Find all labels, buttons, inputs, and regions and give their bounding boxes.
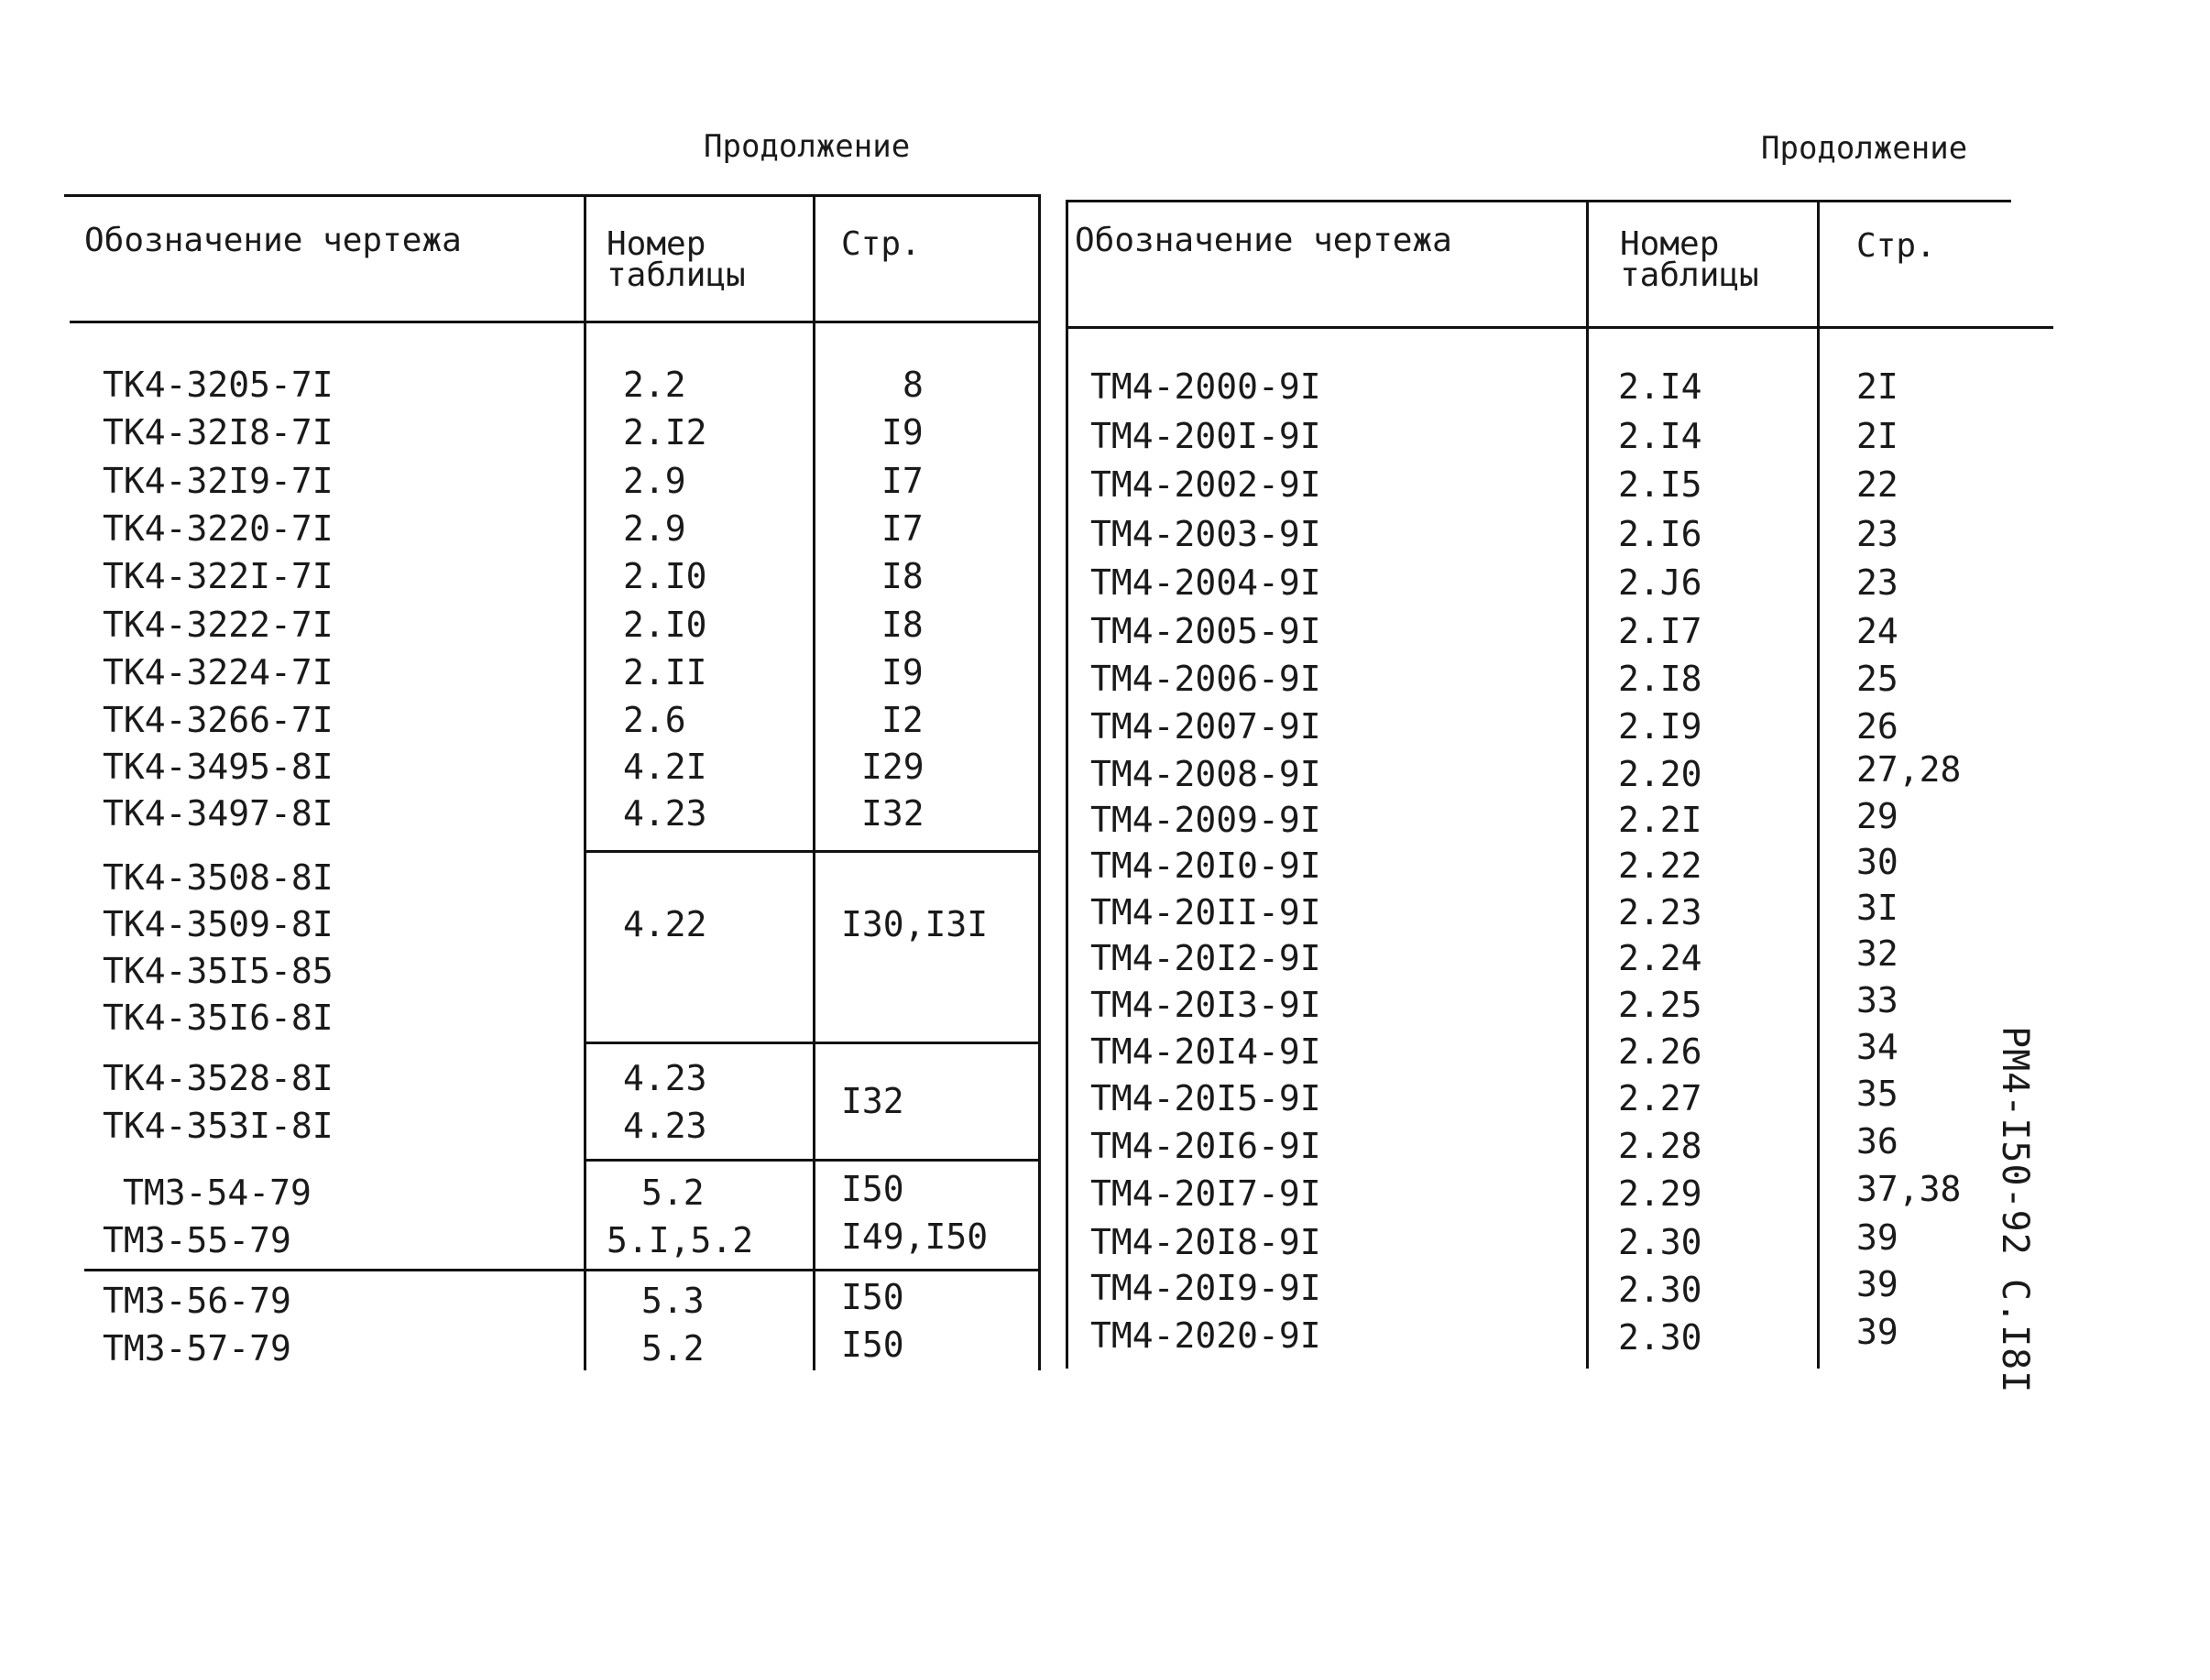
left-row-page: I30,I3I (841, 904, 989, 944)
left-header-table-no-line1: Номер (607, 225, 706, 263)
left-row-page: I8 (881, 605, 924, 645)
left-row-table-no: 4.23 (623, 793, 707, 834)
left-row-table-no: 2.I0 (623, 605, 707, 645)
right-header-page: Стр. (1856, 227, 1936, 265)
right-continuation-label: Продолжение (1761, 130, 1968, 167)
right-row-page: 39 (1856, 1217, 1898, 1258)
right-col-divider-2 (1817, 202, 1820, 1369)
right-row-designation: ТМ4-20I5-9I (1090, 1078, 1321, 1118)
left-row-table-no: 5.I,5.2 (607, 1220, 754, 1260)
right-row-table-no: 2.25 (1618, 985, 1702, 1025)
right-row-page: 25 (1856, 659, 1898, 699)
left-row-page: I29 (861, 747, 924, 787)
right-row-page: 30 (1856, 842, 1898, 882)
left-row-table-no: 2.I0 (623, 556, 707, 596)
left-row-designation: ТК4-35I5-85 (103, 951, 334, 991)
left-row-page: I49,I50 (841, 1216, 989, 1257)
right-row-table-no: 2.27 (1618, 1078, 1702, 1118)
right-header-table-no-line1: Номер (1620, 225, 1720, 263)
right-row-designation: ТМ4-20I2-9I (1090, 938, 1321, 978)
left-row-designation: ТК4-3224-7I (103, 652, 334, 693)
left-row-designation: ТК4-3508-8I (103, 857, 334, 898)
left-row-table-no: 2.I2 (623, 412, 707, 453)
right-row-page: 26 (1856, 706, 1898, 747)
left-header-rule (70, 321, 1041, 323)
left-row-designation: ТК4-3495-8I (103, 747, 334, 787)
left-continuation-label: Продолжение (704, 128, 911, 165)
left-row-page: I7 (881, 508, 924, 549)
left-row-page: 8 (903, 365, 924, 405)
right-row-table-no: 2.I6 (1618, 514, 1702, 554)
right-row-designation: ТМ4-2006-9I (1090, 659, 1321, 699)
left-group-rule-4 (84, 1269, 1041, 1271)
right-row-table-no: 2.I9 (1618, 706, 1702, 747)
right-table-top-rule (1066, 200, 2011, 202)
left-row-table-no: 4.22 (623, 904, 707, 944)
right-row-designation: ТМ4-20I0-9I (1090, 845, 1321, 886)
left-row-designation: ТК4-3528-8I (103, 1058, 334, 1098)
right-row-table-no: 2.22 (1618, 845, 1702, 886)
right-row-table-no: 2.2I (1618, 800, 1702, 840)
right-row-designation: ТМ4-2005-9I (1090, 611, 1321, 651)
right-row-designation: ТМ4-20I7-9I (1090, 1173, 1321, 1214)
left-row-page: I32 (861, 793, 924, 834)
right-row-designation: ТМ4-20I9-9I (1090, 1268, 1321, 1308)
left-col-divider-2 (813, 196, 815, 1370)
left-row-designation: ТМ3-57-79 (103, 1328, 291, 1369)
right-row-page: 34 (1856, 1027, 1898, 1067)
left-row-page: I50 (841, 1325, 904, 1365)
right-row-table-no: 2.J6 (1618, 562, 1702, 603)
right-col-divider-1 (1586, 202, 1589, 1369)
left-row-page: I50 (841, 1277, 904, 1317)
left-row-table-no: 2.6 (623, 700, 686, 740)
right-row-designation: ТМ4-20II-9I (1090, 892, 1321, 933)
left-row-table-no: 2.9 (623, 508, 686, 549)
right-row-table-no: 2.30 (1618, 1222, 1702, 1262)
right-row-designation: ТМ4-2007-9I (1090, 706, 1321, 747)
right-row-table-no: 2.I8 (1618, 659, 1702, 699)
right-row-page: 2I (1856, 416, 1898, 456)
left-row-page: I9 (881, 412, 924, 453)
right-header-table-no-line2: таблицы (1620, 256, 1759, 294)
document-code-page-label: РМ4-I50-92 С.I8I (1994, 1026, 2036, 1394)
left-row-designation: ТК4-3220-7I (103, 508, 334, 549)
right-row-table-no: 2.29 (1618, 1173, 1702, 1214)
left-row-table-no: 4.23 (623, 1058, 707, 1098)
right-header-designation: Обозначение чертежа (1075, 222, 1452, 259)
right-row-page: 36 (1856, 1121, 1898, 1162)
right-row-table-no: 2.23 (1618, 892, 1702, 933)
left-row-page: I7 (881, 461, 924, 501)
right-table-left-border (1066, 200, 1068, 1369)
left-row-designation: ТК4-3266-7I (103, 700, 334, 740)
right-row-table-no: 2.I7 (1618, 611, 1702, 651)
left-row-designation: ТК4-3205-7I (103, 365, 334, 405)
left-row-designation: ТК4-322I-7I (103, 556, 334, 596)
right-row-designation: ТМ4-200I-9I (1090, 416, 1321, 456)
right-row-page: 37,38 (1856, 1169, 1962, 1209)
right-row-page: 22 (1856, 464, 1898, 505)
left-table-right-border (1038, 196, 1041, 1370)
left-row-table-no: 4.2I (623, 747, 707, 787)
left-row-designation: ТК4-3509-8I (103, 904, 334, 944)
right-header-rule (1066, 326, 2053, 329)
right-row-designation: ТМ4-2003-9I (1090, 514, 1321, 554)
right-row-table-no: 2.26 (1618, 1031, 1702, 1072)
right-row-designation: ТМ4-2004-9I (1090, 562, 1321, 603)
right-row-table-no: 2.28 (1618, 1126, 1702, 1166)
right-row-designation: ТМ4-20I4-9I (1090, 1031, 1321, 1072)
right-row-page: 2I (1856, 366, 1898, 407)
left-row-table-no: 2.9 (623, 461, 686, 501)
left-row-table-no: 5.3 (641, 1281, 705, 1321)
left-row-page: I32 (841, 1081, 904, 1121)
left-row-designation: ТМ3-54-79 (123, 1173, 312, 1213)
left-row-page: I9 (881, 652, 924, 693)
left-table-top-rule (64, 194, 1041, 197)
left-row-designation: ТК4-32I9-7I (103, 461, 334, 501)
right-row-designation: ТМ4-20I6-9I (1090, 1126, 1321, 1166)
left-col-divider-1 (584, 196, 586, 1370)
right-row-table-no: 2.I5 (1618, 464, 1702, 505)
right-row-page: 24 (1856, 611, 1898, 651)
right-row-table-no: 2.24 (1618, 938, 1702, 978)
left-row-table-no: 4.23 (623, 1106, 707, 1146)
left-row-page: I50 (841, 1169, 904, 1209)
right-row-page: 27,28 (1856, 749, 1962, 790)
left-row-designation: ТК4-35I6-8I (103, 998, 334, 1038)
left-header-page: Стр. (841, 225, 921, 263)
left-row-table-no: 5.2 (641, 1173, 705, 1213)
left-row-designation: ТМ3-55-79 (103, 1220, 291, 1260)
right-row-designation: ТМ4-20I3-9I (1090, 985, 1321, 1025)
right-row-page: 29 (1856, 796, 1898, 836)
right-row-page: 32 (1856, 933, 1898, 974)
left-row-designation: ТК4-3222-7I (103, 605, 334, 645)
left-row-designation: ТК4-3497-8I (103, 793, 334, 834)
right-row-page: 33 (1856, 980, 1898, 1020)
left-row-designation: ТК4-32I8-7I (103, 412, 334, 453)
right-row-designation: ТМ4-2008-9I (1090, 754, 1321, 794)
right-row-designation: ТМ4-2020-9I (1090, 1315, 1321, 1356)
right-row-designation: ТМ4-20I8-9I (1090, 1222, 1321, 1262)
left-row-table-no: 5.2 (641, 1328, 705, 1369)
right-row-designation: ТМ4-2002-9I (1090, 464, 1321, 505)
right-row-table-no: 2.30 (1618, 1317, 1702, 1358)
left-row-table-no: 2.II (623, 652, 707, 693)
right-row-page: 39 (1856, 1264, 1898, 1304)
right-row-table-no: 2.20 (1618, 754, 1702, 794)
right-row-page: 35 (1856, 1074, 1898, 1114)
left-row-table-no: 2.2 (623, 365, 686, 405)
left-header-table-no-line2: таблицы (607, 256, 746, 294)
right-row-page: 23 (1856, 514, 1898, 554)
left-row-designation: ТМ3-56-79 (103, 1281, 291, 1321)
right-row-designation: ТМ4-2000-9I (1090, 366, 1321, 407)
right-row-page: 3I (1856, 888, 1898, 928)
right-row-table-no: 2.I4 (1618, 416, 1702, 456)
right-row-page: 39 (1856, 1312, 1898, 1352)
left-row-designation: ТК4-353I-8I (103, 1106, 334, 1146)
left-row-page: I8 (881, 556, 924, 596)
right-row-page: 23 (1856, 562, 1898, 603)
right-row-table-no: 2.I4 (1618, 366, 1702, 407)
left-header-designation: Обозначение чертежа (84, 222, 462, 259)
right-row-table-no: 2.30 (1618, 1270, 1702, 1310)
right-row-designation: ТМ4-2009-9I (1090, 800, 1321, 840)
left-row-page: I2 (881, 700, 924, 740)
